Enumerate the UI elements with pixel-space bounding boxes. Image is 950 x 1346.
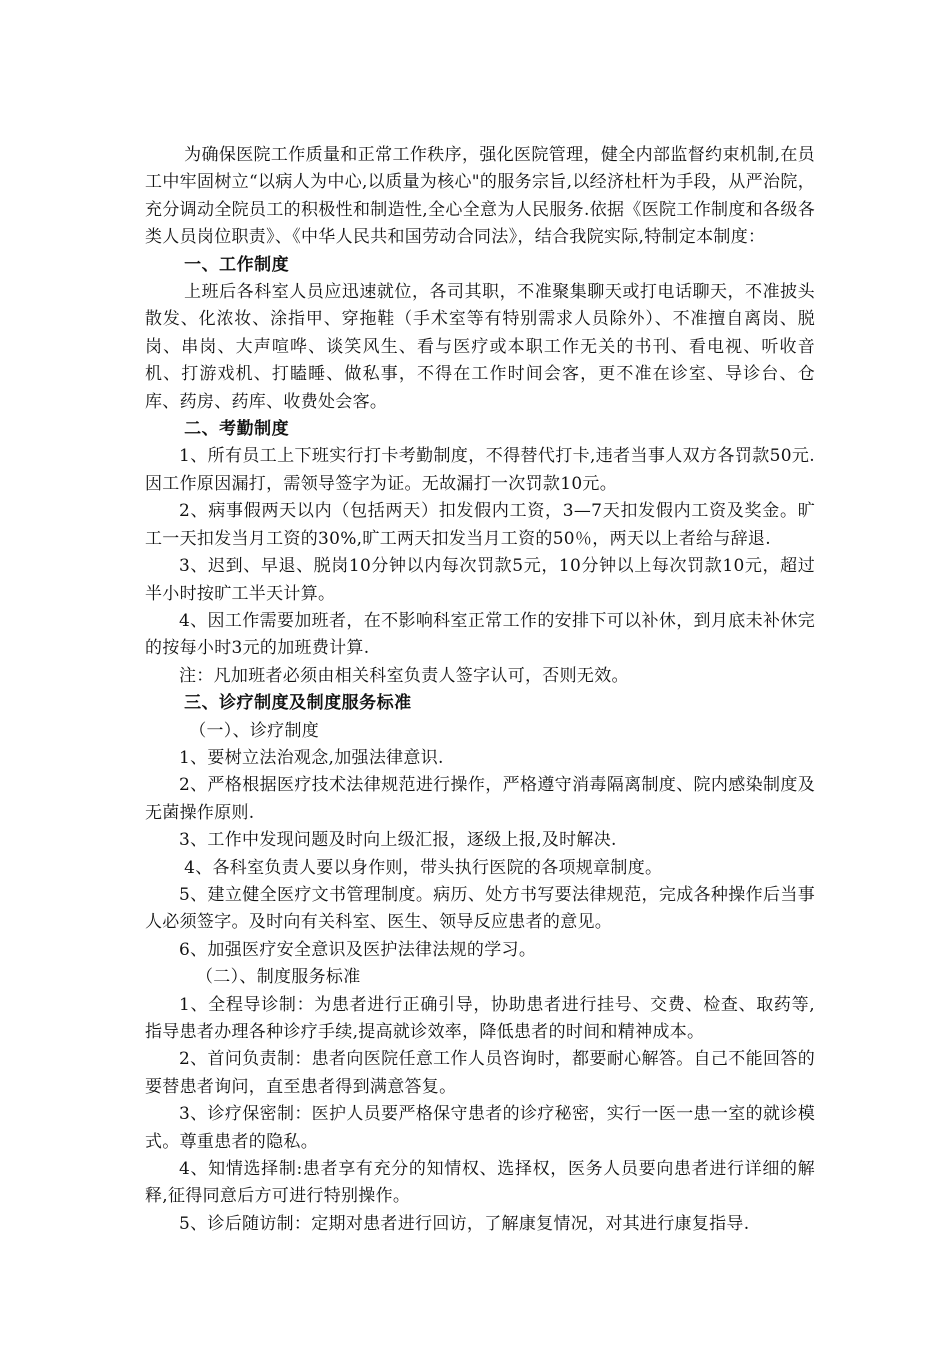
paragraph: 上班后各科室人员应迅速就位，各司其职，不准聚集聊天或打电话聊天，不准披头散发、化浓妆、涂指甲、穿拖鞋（手术室等有特别需求人员除外）、不准擅自离岗、脱岗、串岗、大声喧哗、谈笑风生、看与医疗或本职工作无关的书刊、看电视、听收音机、打游戏机、打瞌睡、做私事，不得在工作时间会客，更不准在诊室、导诊台、仓库、药房、药库、收费处会客。 <box>145 282 815 412</box>
list-item: 4、知情选择制:患者享有充分的知情权、选择权，医务人员要向患者进行详细的解释,征得同意后方可进行特别操作。 <box>145 1159 815 1207</box>
list-item: 2、首问负责制：患者向医院任意工作人员咨询时，都要耐心解答。自己不能回答的要替患者询问，直至患者得到满意答复。 <box>145 1049 815 1097</box>
list-item: 3、迟到、早退、脱岗10分钟以内每次罚款5元，10分钟以上每次罚款10元，超过半小时按旷工半天计算。 <box>145 556 815 604</box>
document-body <box>145 142 815 1238</box>
subsection-title: （二）、制度服务标准 <box>196 967 361 988</box>
list-item: 1、要树立法治观念,加强法律意识. <box>179 747 444 768</box>
section-heading-diagnosis: 三、诊疗制度及制度服务标准 <box>184 693 412 714</box>
list-item: 6、加强医疗安全意识及医护法律法规的学习。 <box>179 939 537 960</box>
list-item: 3、工作中发现问题及时向上级汇报，逐级上报,及时解决. <box>179 830 617 851</box>
list-item: 2、病事假两天以内（包括两天）扣发假内工资，3—7天扣发假内工资及奖金。旷工一天扣发当月工资的30%,旷工两天扣发当月工资的50％，两天以上者给与辞退. <box>145 501 815 549</box>
list-item: 5、诊后随访制：定期对患者进行回访，了解康复情况，对其进行康复指导. <box>179 1213 750 1234</box>
list-item: 3、诊疗保密制：医护人员要严格保守患者的诊疗秘密，实行一医一患一室的就诊模式。尊重患者的隐私。 <box>145 1104 815 1152</box>
note-paragraph: 注：凡加班者必须由相关科室负责人签字认可，否则无效。 <box>179 665 629 686</box>
list-item: 4、因工作需要加班者，在不影响科室正常工作的安排下可以补休，到月底未补休完的按每小时3元的加班费计算. <box>145 610 815 659</box>
list-item: 5、建立健全医疗文书管理制度。病历、处方书写要法律规范，完成各种操作后当事人必须签字。及时向有关科室、医生、领导反应患者的意见。 <box>145 884 815 933</box>
subsection-title: （一）、诊疗制度 <box>189 720 320 741</box>
section-heading-attendance: 二、考勤制度 <box>184 419 290 440</box>
section-heading-work-rules: 一、工作制度 <box>184 254 290 275</box>
list-item: 2、严格根据医疗技术法律规范进行操作，严格遵守消毒隔离制度、院内感染制度及无菌操作原则. <box>145 775 815 823</box>
list-item: 4、各科室负责人要以身作则，带头执行医院的各项规章制度。 <box>184 857 663 878</box>
list-item: 1、全程导诊制：为患者进行正确引导，协助患者进行挂号、交费、检查、取药等,指导患者办理各种诊疗手续,提高就诊效率，降低患者的时间和精神成本。 <box>145 994 815 1042</box>
list-item: 1、所有员工上下班实行打卡考勤制度，不得替代打卡,违者当事人双方各罚款50元.因工作原因漏打，需领导签字为证。无故漏打一次罚款10元。 <box>145 446 815 494</box>
intro-paragraph: 为确保医院工作质量和正常工作秩序，强化医院管理，健全内部监督约束机制,在员工中牢固树立“以病人为中心,以质量为核心"的服务宗旨,以经济杜杆为手段，从严治院，充分调动全院员工的积极性和制造性,全心全意为人民服务.依据《医院工作制度和各级各类人员岗位职责》、《中华人民共和国劳动合同法》，结合我院实际,特制定本制度： <box>145 145 815 248</box>
